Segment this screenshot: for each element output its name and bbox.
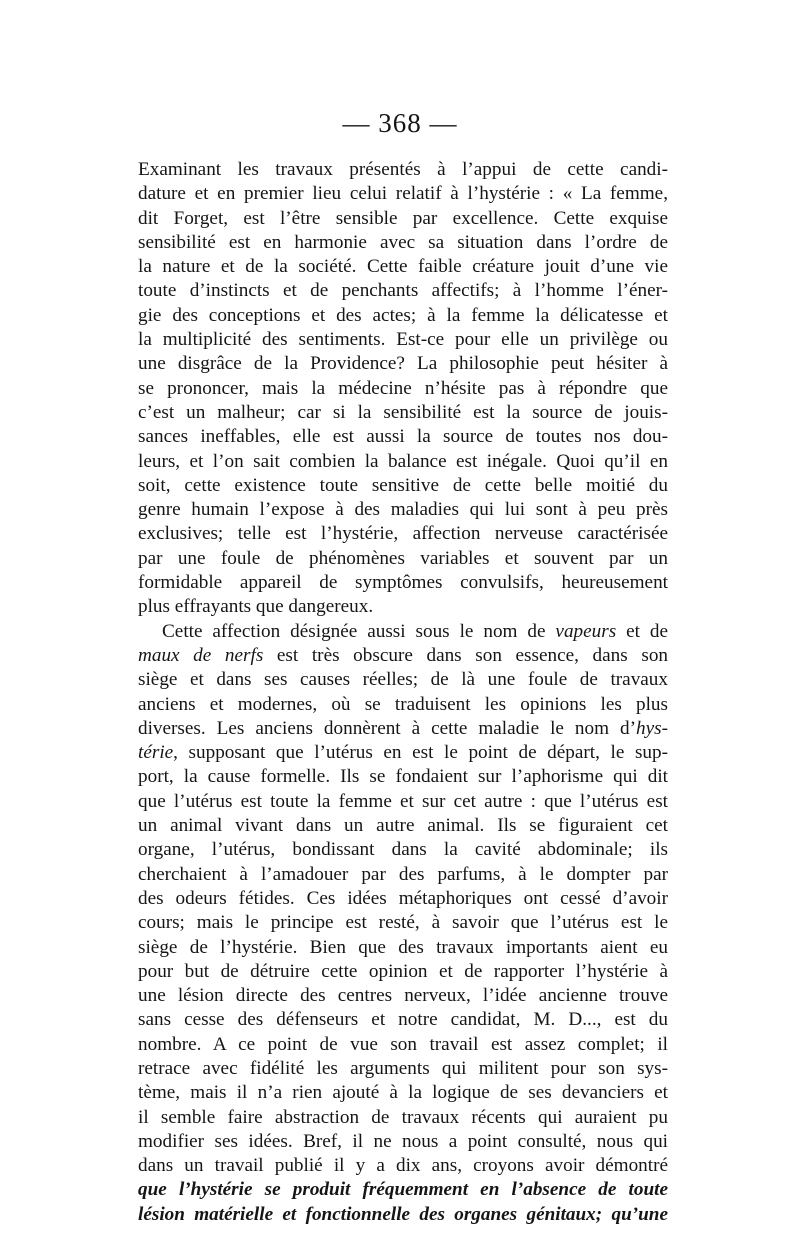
text-line: sans cesse des défenseurs et notre candidat, M. D..., est du (138, 1009, 668, 1031)
text-line (138, 644, 668, 668)
text-line: tème, mais il n’a rien ajouté à la logique de ses devanciers et (138, 1082, 668, 1104)
text-line (138, 620, 668, 644)
text-line: cherchaient à l’amadouer par des parfums, à le dompter par (138, 863, 668, 885)
text-line-italic: lésion matérielle et fonctionnelle des organes génitaux; qu’une (138, 1203, 668, 1225)
text-line: la multiplicité des sentiments. Est-ce pour elle un privilège ou (138, 329, 668, 351)
text-run: Cette affection désignée aussi sous le nom de (162, 620, 556, 642)
text-line: anciens et modernes, où se traduisent les opinions les plus (138, 693, 668, 715)
text-line: pour but de détruire cette opinion et de rapporter l’hystérie à (138, 960, 668, 982)
text-line: il semble faire abstraction de travaux récents qui auraient pu (138, 1106, 668, 1128)
text-line: c’est un malheur; car si la sensibilité est la source de jouis- (138, 401, 668, 423)
text-line: genre humain l’expose à des maladies qui lui sont à peu près (138, 499, 668, 521)
text-line: siège et dans ses causes réelles; de là une foule de travaux (138, 669, 668, 691)
text-line: siège de l’hystérie. Bien que des travaux importants aient eu (138, 936, 668, 958)
text-line: une lésion directe des centres nerveux, l’idée ancienne trouve (138, 985, 668, 1007)
body-text (138, 158, 668, 1227)
text-line: dans un travail publié il y a dix ans, croyons avoir démontré (138, 1155, 668, 1177)
text-line (138, 717, 668, 741)
text-line: organe, l’utérus, bondissant dans la cavité abdominale; ils (138, 839, 668, 861)
text-run: et de (616, 620, 668, 642)
text-run: diverses. Les anciens donnèrent à cette maladie le nom d’ (138, 717, 637, 739)
text-line: leurs, et l’on sait combien la balance est inégale. Quoi qu’il en (138, 450, 668, 472)
text-line: que l’utérus est toute la femme et sur cet autre : que l’utérus est (138, 790, 668, 812)
text-line: formidable appareil de symptômes convulsifs, heureusement (138, 572, 668, 594)
text-line: sances ineffables, elle est aussi la source de toutes nos dou- (138, 426, 668, 448)
text-line: sensibilité est en harmonie avec sa situation dans l’ordre de (138, 231, 668, 253)
text-line: soit, cette existence toute sensitive de cette belle moitié du (138, 474, 668, 496)
italic-term: hys- (636, 717, 668, 739)
text-line: port, la cause formelle. Ils se fondaient sur l’aphorisme qui dit (138, 766, 668, 788)
text-line (138, 741, 668, 765)
text-line: des odeurs fétides. Ces idées métaphoriques ont cessé d’avoir (138, 887, 668, 909)
text-line: cours; mais le principe est resté, à savoir que l’utérus est le (138, 912, 668, 934)
italic-term: vapeurs (555, 620, 617, 642)
text-run: est très obscure dans son essence, dans son (263, 644, 669, 666)
text-run: , supposant que l’utérus en est le point de départ, le sup- (173, 742, 668, 764)
text-line: Examinant les travaux présentés à l’appui de cette candi- (138, 159, 668, 180)
text-line: la nature et de la société. Cette faible créature jouit d’une vie (138, 256, 668, 278)
italic-term: maux de nerfs (138, 644, 264, 666)
text-line: une disgrâce de la Providence? La philosophie peut hésiter à (138, 353, 668, 375)
text-line: exclusives; telle est l’hystérie, affection nerveuse caractérisée (138, 523, 668, 545)
text-line-italic: que l’hystérie se produit fréquemment en l’absence de toute (138, 1179, 668, 1201)
page-number: — 368 — (342, 108, 458, 138)
text-line: modifier ses idées. Bref, il ne nous a point consulté, nous qui (138, 1130, 668, 1152)
text-line: plus effrayants que dangereux. (138, 596, 374, 618)
text-line: dature et en premier lieu celui relatif à l’hystérie : « La femme, (138, 183, 668, 205)
text-line: un animal vivant dans un autre animal. Ils se figuraient cet (138, 815, 668, 837)
text-line: gie des conceptions et des actes; à la femme la délicatesse et (138, 304, 668, 326)
text-line: par une foule de phénomènes variables et souvent par un (138, 547, 668, 569)
text-line: nombre. A ce point de vue son travail est assez complet; il (138, 1033, 668, 1055)
italic-term: térie (138, 742, 174, 764)
text-line: se prononcer, mais la médecine n’hésite pas à répondre que (138, 377, 668, 399)
text-line: retrace avec fidélité les arguments qui militent pour son sys- (138, 1057, 668, 1079)
text-line: dit Forget, est l’être sensible par excellence. Cette exquise (138, 207, 668, 229)
text-line: toute d’instincts et de penchants affectifs; à l’homme l’éner- (138, 280, 668, 302)
